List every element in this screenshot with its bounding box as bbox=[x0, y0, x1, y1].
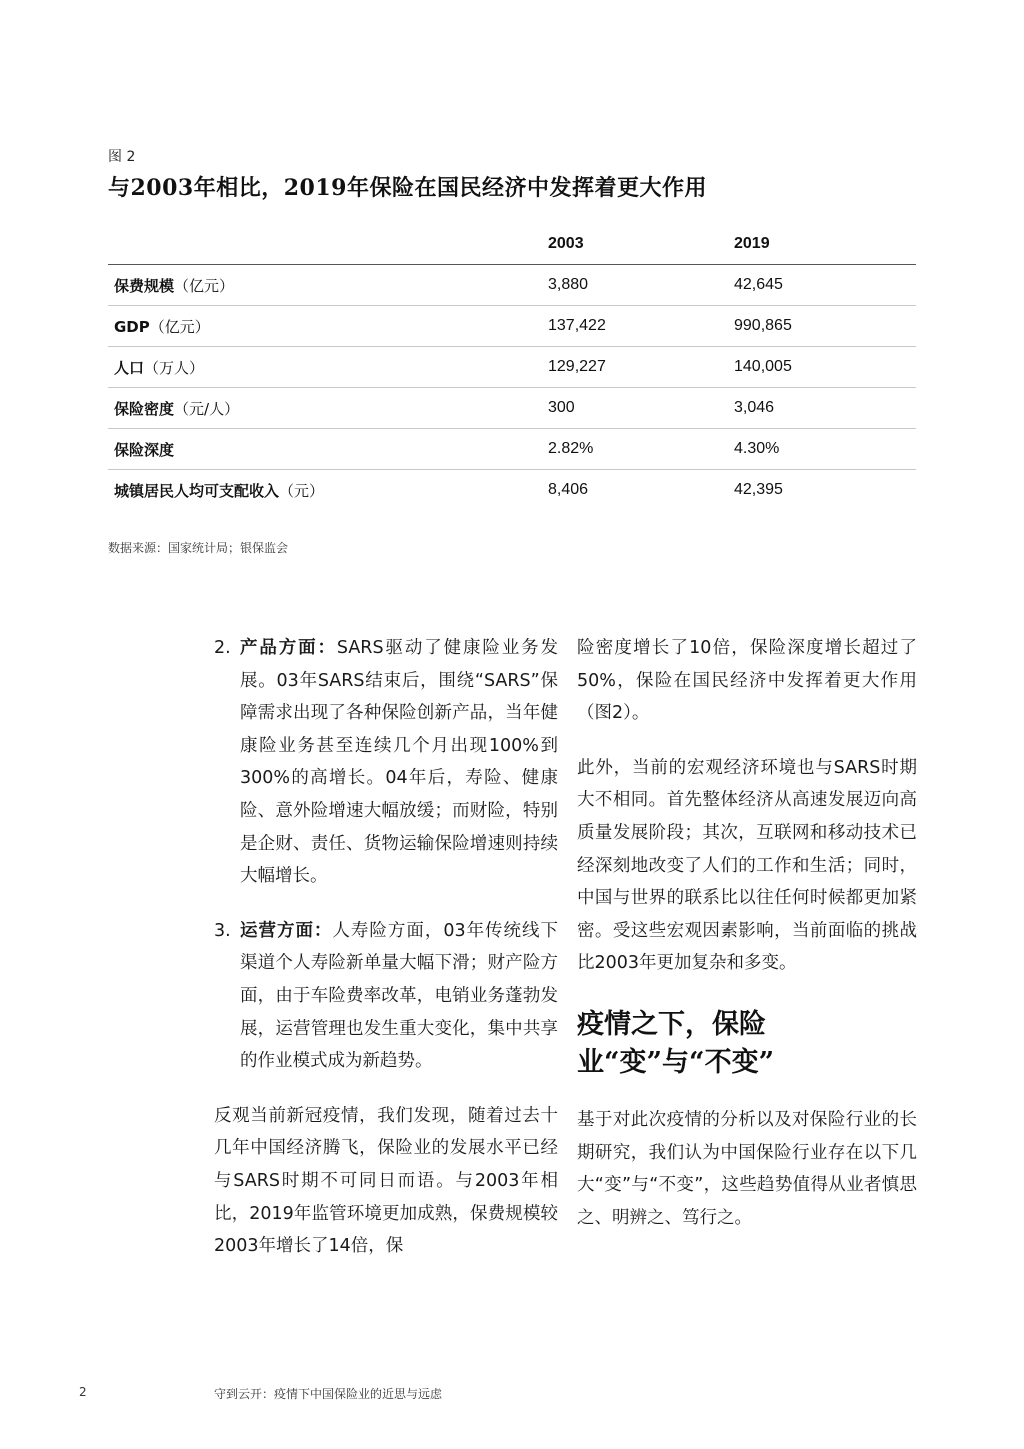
item-title: 产品方面： bbox=[240, 638, 337, 658]
table-row bbox=[108, 470, 916, 511]
figure-title: 与2003年相比，2019年保险在国民经济中发挥着更大作用 bbox=[108, 175, 707, 201]
item-text: 人寿险方面，03年传统线下渠道个人寿险新单量大幅下滑；财产险方面，由于车险费率改革，电销业务蓬勃发展，运营管理也发生重大变化，集中共享的作业模式成为新趋势。 bbox=[240, 920, 558, 1072]
left-column bbox=[214, 632, 558, 1263]
cell-2019: 4.30% bbox=[734, 429, 916, 470]
header-2003: 2003 bbox=[548, 224, 734, 265]
row-label: 城镇居民人均可支配收入（元） bbox=[114, 481, 325, 500]
item-title: 运营方面： bbox=[240, 920, 333, 941]
row-label: 保险深度 bbox=[108, 429, 548, 470]
cell-2019: 140,005 bbox=[734, 347, 916, 388]
section-heading: 疫情之下，保险业“变”与“不变” bbox=[577, 1008, 775, 1078]
table-row bbox=[108, 306, 916, 347]
table-row bbox=[108, 265, 916, 306]
item-text: SARS驱动了健康险业务发展。03年SARS结束后，围绕“SARS”保障需求出现了各种保险创新产品，当年健康险业务甚至连续几个月出现100%到300%的高增长。04年后，寿险、健康险、意外险增速大幅放缓；而财险，特别是企财、责任、货物运输保险增速则持续大幅增长。 bbox=[240, 638, 559, 887]
body-paragraph: 反观当前新冠疫情，我们发现，随着过去十几年中国经济腾飞，保险业的发展水平已经与SARS时期不可同日而语。与2003年相比，2019年监管环境更加成熟，保费规模较2003年增长了14倍，保 bbox=[214, 1105, 558, 1257]
row-label: GDP（亿元） bbox=[108, 306, 548, 347]
list-item bbox=[214, 915, 558, 1078]
cell-2019: 3,046 bbox=[734, 388, 916, 429]
list-item bbox=[214, 632, 558, 893]
row-label: 保费规模（亿元） bbox=[108, 265, 548, 306]
cell-2019: 990,865 bbox=[734, 306, 916, 347]
cell-2003: 129,227 bbox=[548, 347, 734, 388]
cell-2019: 42,645 bbox=[734, 265, 916, 306]
body-paragraph: 此外，当前的宏观经济环境也与SARS时期大不相同。首先整体经济从高速发展迈向高质量发展阶段；其次，互联网和移动技术已经深刻地改变了人们的工作和生活；同时，中国与世界的联系比以往任何时候都更加紧密。受这些宏观因素影响，当前面临的挑战比2003年更加复杂和多变。 bbox=[577, 757, 917, 974]
cell-2003: 8,406 bbox=[548, 481, 589, 498]
table-row bbox=[108, 429, 916, 470]
data-source: 数据来源：国家统计局；银保监会 bbox=[108, 541, 289, 555]
item-number: 2. bbox=[214, 638, 231, 658]
header-2019: 2019 bbox=[734, 224, 916, 265]
item-body bbox=[240, 915, 558, 1078]
cell-2003: 2.82% bbox=[548, 429, 734, 470]
table-row bbox=[108, 347, 916, 388]
page-number: 2 bbox=[79, 1385, 87, 1399]
item-body bbox=[240, 632, 558, 893]
row-label: 保险密度（元/人） bbox=[108, 388, 548, 429]
body-paragraph: 险密度增长了10倍，保险深度增长超过了50%，保险在国民经济中发挥着更大作用（图2）。 bbox=[577, 638, 917, 724]
cell-2003: 300 bbox=[548, 388, 734, 429]
cell-2019: 42,395 bbox=[734, 481, 783, 498]
cell-2003: 3,880 bbox=[548, 265, 734, 306]
table-row bbox=[108, 388, 916, 429]
footer-title: 守到云开：疫情下中国保险业的近思与远虑 bbox=[214, 1387, 443, 1401]
right-column bbox=[577, 632, 917, 1234]
table-header-row bbox=[108, 224, 916, 265]
data-table bbox=[108, 224, 916, 510]
header-empty bbox=[108, 224, 548, 265]
row-label: 人口（万人） bbox=[108, 347, 548, 388]
item-number: 3. bbox=[214, 920, 231, 941]
body-paragraph: 基于对此次疫情的分析以及对保险行业的长期研究，我们认为中国保险行业存在以下几大“变”与“不变”，这些趋势值得从业者慎思之、明辨之、笃行之。 bbox=[577, 1109, 917, 1228]
figure-label: 图 2 bbox=[108, 149, 136, 165]
cell-2003: 137,422 bbox=[548, 306, 734, 347]
